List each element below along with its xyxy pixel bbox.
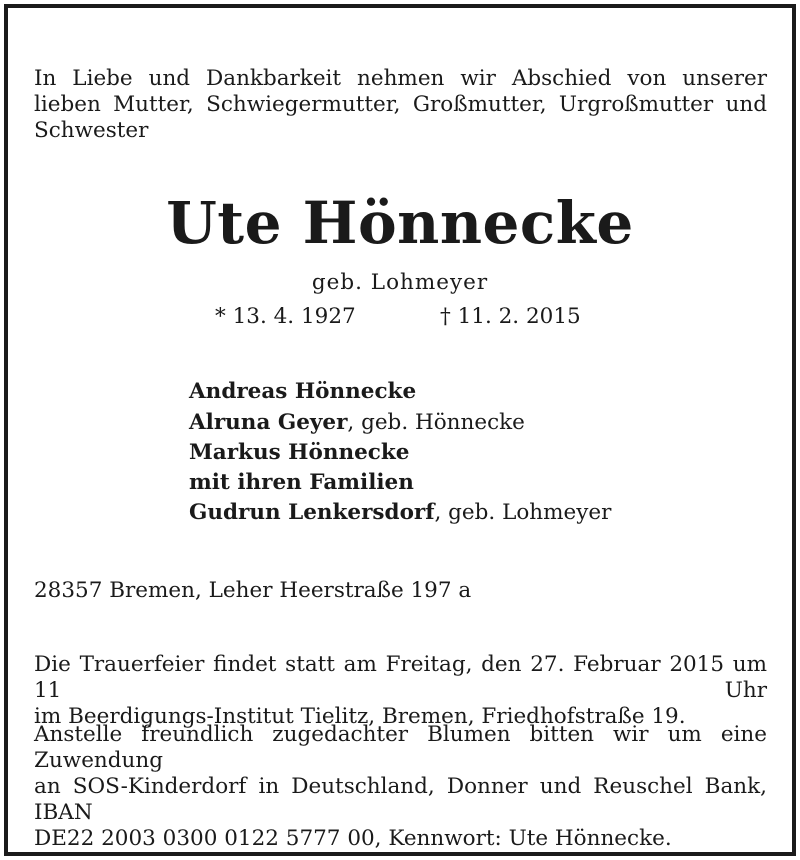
- address: 28357 Bremen, Leher Heerstraße 197 a: [34, 578, 472, 603]
- deceased-name: Ute Hönnecke: [166, 189, 634, 257]
- funeral-line-1: Die Trauerfeier findet statt am Freitag, den 27. Februar 2015 um 11 Uhr: [34, 652, 767, 703]
- intro-line-2: lieben Mutter, Schwiegermutter, Großmutter, Urgroßmutter und: [34, 92, 767, 117]
- donation-line-1: Anstelle freundlich zugedachter Blumen bitten wir um eine Zuwendung: [34, 722, 767, 773]
- maiden-name: geb. Lohmeyer: [311, 270, 489, 295]
- death-date: † 11. 2. 2015: [440, 304, 581, 329]
- mourner-suffix: , geb. Hönnecke: [347, 410, 525, 435]
- mourner-name: Gudrun Lenkersdorf: [189, 500, 435, 525]
- mourner-3: [189, 440, 409, 466]
- mourner-name: Alruna Geyer: [189, 410, 348, 435]
- mourner-name: mit ihren Familien: [189, 470, 414, 495]
- mourner-5: [189, 500, 611, 526]
- intro-line-3: Schwester: [34, 118, 149, 143]
- birth-date: * 13. 4. 1927: [215, 304, 356, 329]
- intro-line-1: In Liebe und Dankbarkeit nehmen wir Abschied von unserer: [34, 66, 767, 91]
- mourner-4: [189, 470, 414, 496]
- mourner-name: Andreas Hönnecke: [189, 379, 417, 404]
- donation-line-3: DE22 2003 0300 0122 5777 00, Kennwort: Ute Hönnecke.: [34, 826, 672, 851]
- mourner-2: [189, 410, 525, 436]
- mourner-name: Markus Hönnecke: [189, 440, 410, 465]
- intro-text: [34, 66, 767, 144]
- funeral-info: [34, 652, 767, 730]
- mourner-suffix: , geb. Lohmeyer: [434, 500, 612, 525]
- mourner-1: [189, 379, 416, 405]
- donation-info: [34, 722, 767, 852]
- donation-line-2: an SOS-Kinderdorf in Deutschland, Donner und Reuschel Bank, IBAN: [34, 774, 767, 825]
- funeral-line-2: im Beerdigungs-Institut Tielitz, Bremen, Friedhofstraße 19.: [34, 704, 686, 729]
